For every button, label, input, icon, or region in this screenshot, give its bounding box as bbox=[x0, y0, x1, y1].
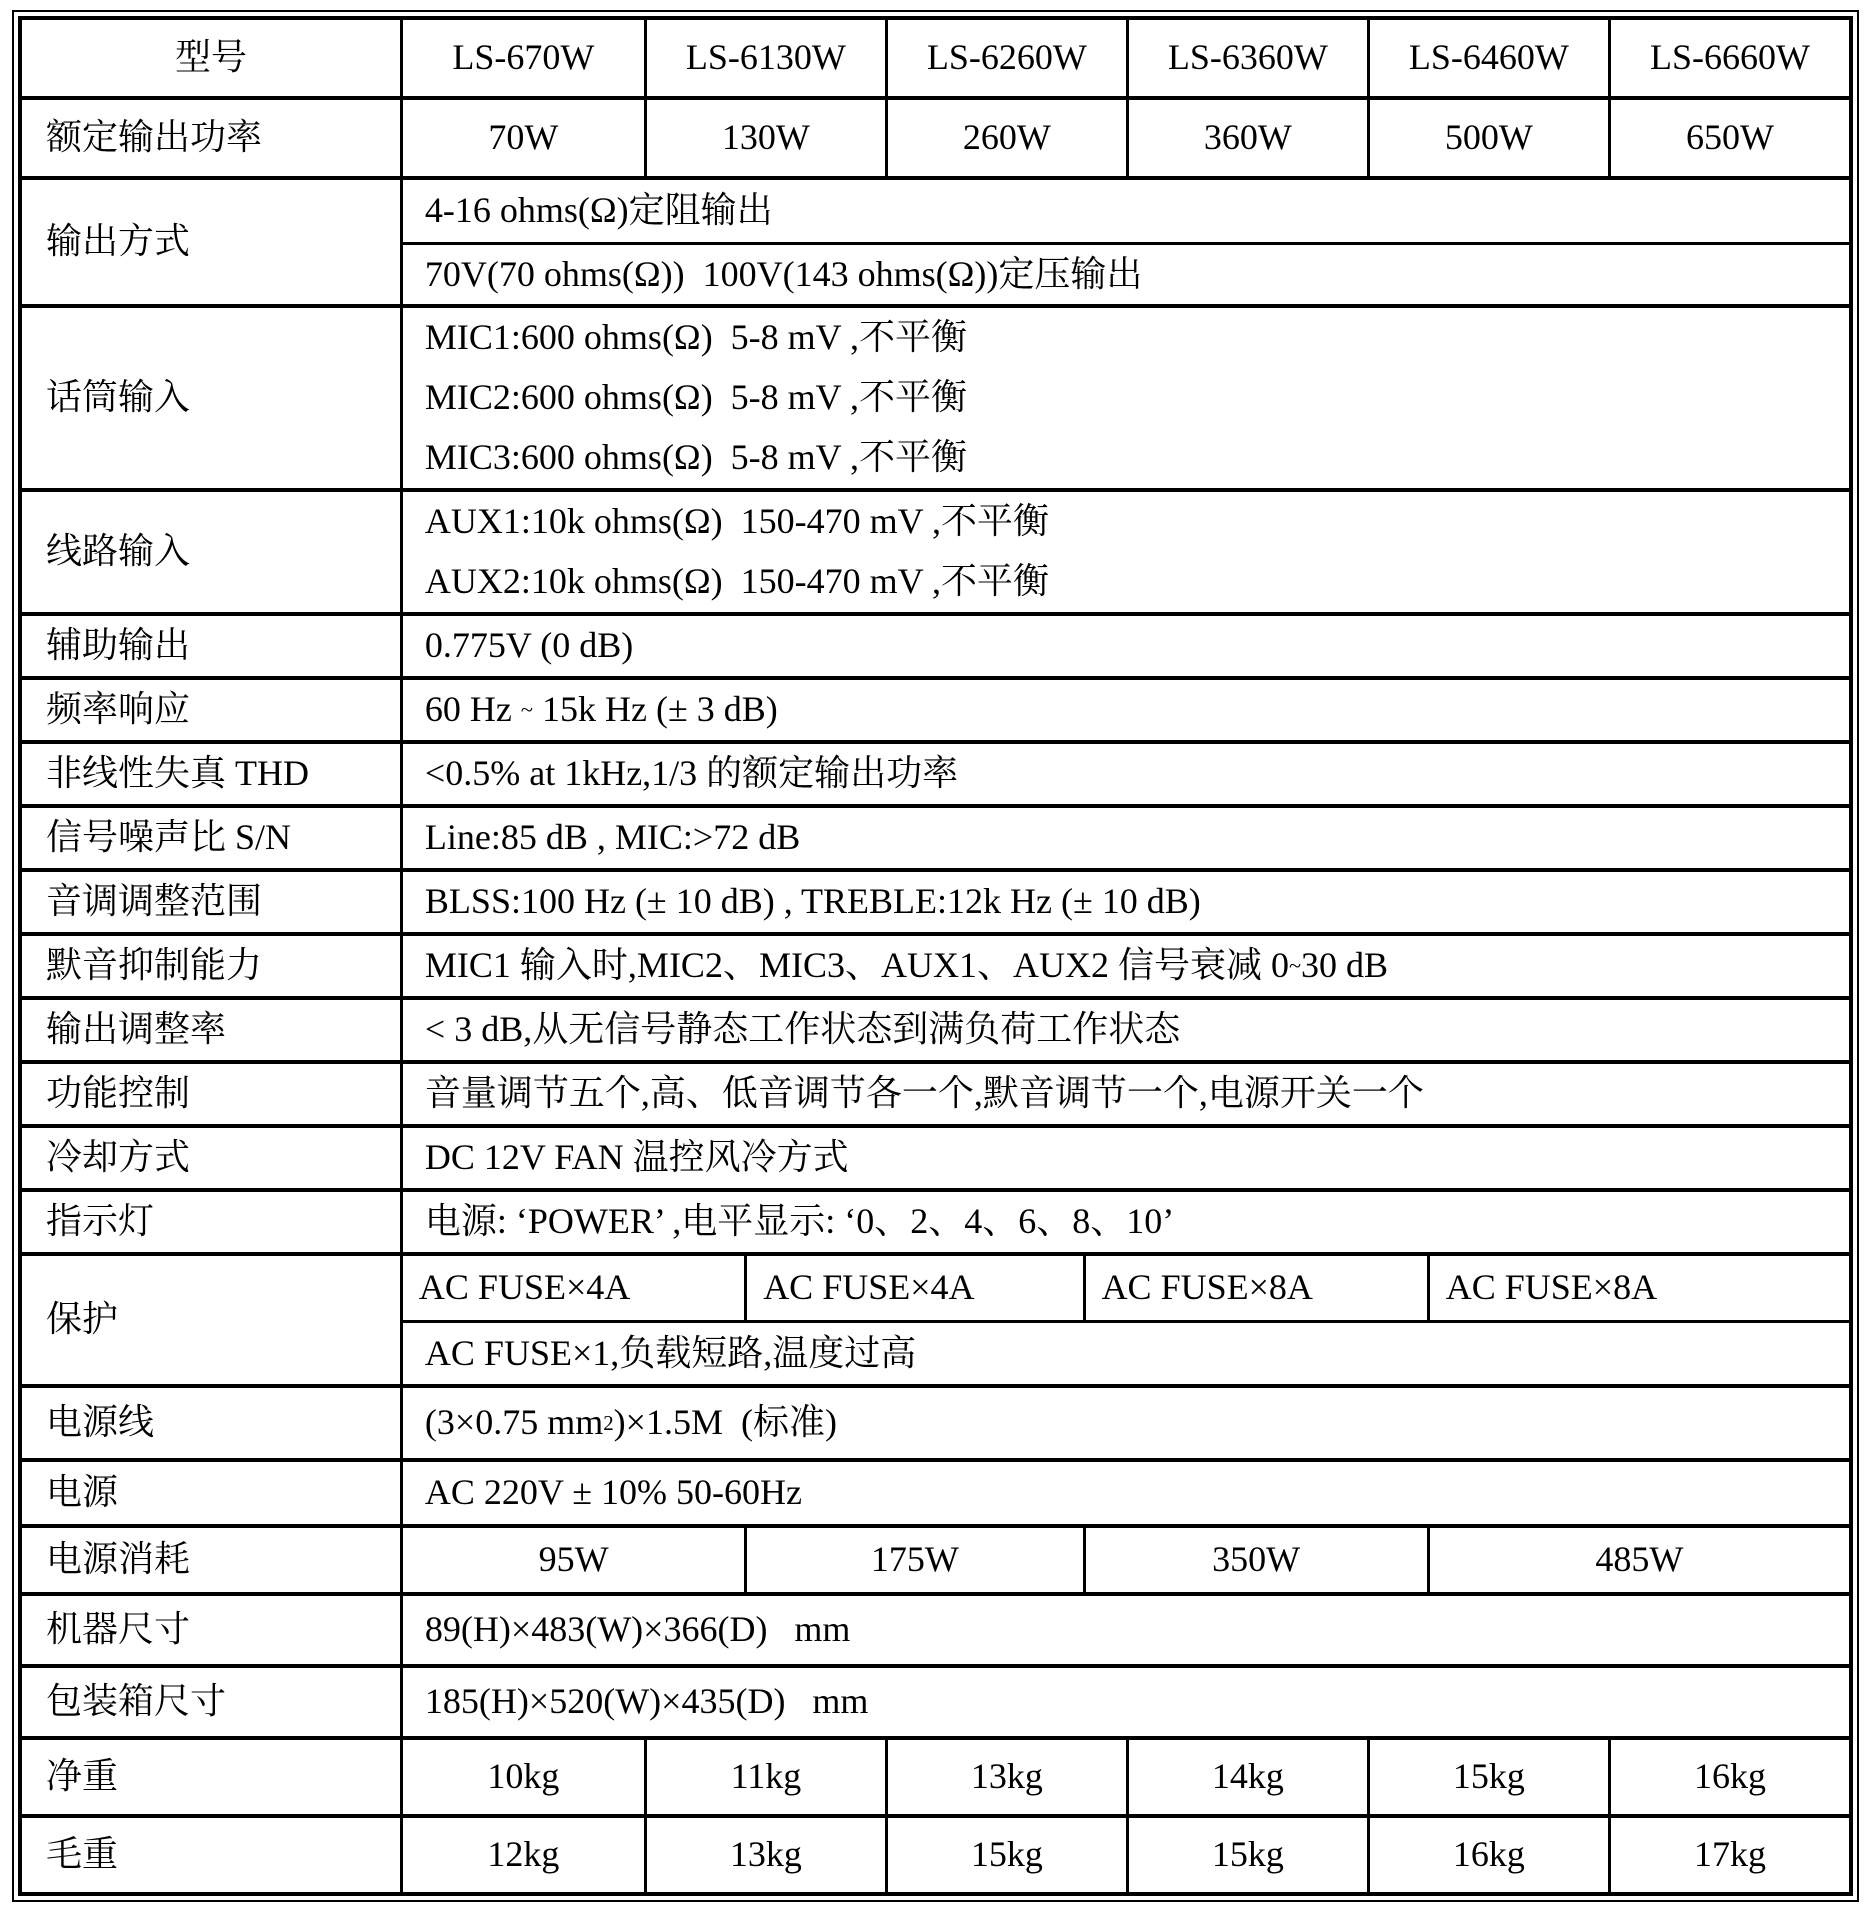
spec-sheet-frame bbox=[12, 10, 1859, 1902]
table-row-aux-output bbox=[22, 612, 1849, 676]
row-content-mute-suppression bbox=[403, 936, 1849, 996]
power-consumption-cell: 350W bbox=[1083, 1528, 1427, 1592]
table-row-line-input bbox=[22, 488, 1849, 612]
row-content-output-regulation bbox=[403, 1000, 1849, 1060]
table-row-thd bbox=[22, 740, 1849, 804]
row-content-cooling bbox=[403, 1128, 1849, 1188]
row-content-power-supply bbox=[403, 1462, 1849, 1524]
snr-value: Line:85 dB , MIC:>72 dB bbox=[424, 817, 801, 858]
row-label-power-cord: 电源线 bbox=[22, 1388, 403, 1458]
spec-table bbox=[18, 16, 1853, 1896]
row-label-net-weight: 净重 bbox=[22, 1740, 403, 1814]
power-consumption-cell: 485W bbox=[1427, 1528, 1849, 1592]
rated-power-cell: 130W bbox=[644, 100, 885, 176]
cooling-value: DC 12V FAN 温控风冷方式 bbox=[424, 1137, 849, 1178]
power-cord-value: (3×0.75 mm 2 )×1.5M (标准) bbox=[424, 1402, 837, 1443]
row-label-output-regulation: 输出调整率 bbox=[22, 1000, 403, 1060]
table-row-mute-suppression bbox=[22, 932, 1849, 996]
text-part: 60 Hz bbox=[424, 689, 521, 730]
row-label-cooling: 冷却方式 bbox=[22, 1128, 403, 1188]
row-content-power-consumption bbox=[403, 1528, 1849, 1592]
row-label-protection: 保护 bbox=[22, 1256, 403, 1384]
row-label-gross-weight: 毛重 bbox=[22, 1818, 403, 1892]
row-content-snr bbox=[403, 808, 1849, 868]
table-row-net-weight bbox=[22, 1736, 1849, 1814]
gross-weight-cell: 13kg bbox=[644, 1818, 885, 1892]
row-label-output-mode: 输出方式 bbox=[22, 180, 403, 304]
mute-suppression-value: MIC1 输入时,MIC2、MIC3、AUX1、AUX2 信号衰减 0 ~ 30 dB bbox=[424, 945, 1389, 986]
row-label-aux-output: 辅助输出 bbox=[22, 616, 403, 676]
tone-range-value: BLSS:100 Hz (± 10 dB) , TREBLE:12k Hz (± 10 dB) bbox=[424, 881, 1201, 922]
row-label-frequency-response: 频率响应 bbox=[22, 680, 403, 740]
gross-weight-cell: 15kg bbox=[885, 1818, 1126, 1892]
table-row-rated-power bbox=[22, 96, 1849, 176]
table-row-mic-input bbox=[22, 304, 1849, 488]
function-controls-value: 音量调节五个,高、低音调节各一个,默音调节一个,电源开关一个 bbox=[424, 1073, 1424, 1114]
row-content-machine-size bbox=[403, 1596, 1849, 1664]
aux-output-value: 0.775V (0 dB) bbox=[424, 625, 634, 666]
row-content-mic-input bbox=[403, 308, 1849, 488]
table-row-function-controls bbox=[22, 1060, 1849, 1124]
row-label-tone-range: 音调调整范围 bbox=[22, 872, 403, 932]
table-row-gross-weight bbox=[22, 1814, 1849, 1892]
protection-line2: AC FUSE×1,负载短路,温度过高 bbox=[403, 1320, 1849, 1384]
table-row-power-consumption bbox=[22, 1524, 1849, 1592]
power-consumption-cell: 175W bbox=[744, 1528, 1082, 1592]
text-part: 30 dB bbox=[1301, 945, 1389, 986]
table-row-machine-size bbox=[22, 1592, 1849, 1664]
row-label-package-size: 包装箱尺寸 bbox=[22, 1668, 403, 1736]
net-weight-cell: 16kg bbox=[1608, 1740, 1849, 1814]
table-row-snr bbox=[22, 804, 1849, 868]
row-content-frequency-response bbox=[403, 680, 1849, 740]
net-weight-cell: 15kg bbox=[1367, 1740, 1608, 1814]
table-row-output-mode bbox=[22, 176, 1849, 304]
row-label-mute-suppression: 默音抑制能力 bbox=[22, 936, 403, 996]
gross-weight-cell: 12kg bbox=[487, 1834, 560, 1875]
table-row-frequency-response bbox=[22, 676, 1849, 740]
rated-power-cells bbox=[403, 100, 1849, 176]
model-cells bbox=[403, 20, 1849, 96]
rated-power-cell: 260W bbox=[885, 100, 1126, 176]
gross-weight-cells bbox=[403, 1818, 1849, 1892]
row-label-function-controls: 功能控制 bbox=[22, 1064, 403, 1124]
row-content-rated-power bbox=[403, 100, 1849, 176]
rated-power-cell: 360W bbox=[1126, 100, 1367, 176]
row-label-power-supply: 电源 bbox=[22, 1462, 403, 1524]
indicators-value: 电源: ‘POWER’ ,电平显示: ‘0、2、4、6、8、10’ bbox=[424, 1201, 1175, 1242]
text-part: )×1.5M (标准) bbox=[613, 1402, 837, 1443]
row-content-line-input bbox=[403, 492, 1849, 612]
table-row-output-regulation bbox=[22, 996, 1849, 1060]
protection-fuse-cell: AC FUSE×8A bbox=[1427, 1256, 1849, 1320]
table-row-package-size bbox=[22, 1664, 1849, 1736]
table-row-tone-range bbox=[22, 868, 1849, 932]
line-input-line: AUX1:10k ohms(Ω) 150-470 mV ,不平衡 bbox=[424, 501, 1049, 542]
mic-input-line: MIC3:600 ohms(Ω) 5-8 mV ,不平衡 bbox=[424, 437, 968, 478]
rated-power-cell: 70W bbox=[488, 117, 559, 158]
mic-input-line: MIC1:600 ohms(Ω) 5-8 mV ,不平衡 bbox=[424, 317, 968, 358]
frequency-response-value: 60 Hz ~ 15k Hz (± 3 dB) bbox=[424, 689, 778, 730]
output-mode-line: 70V(70 ohms(Ω)) 100V(143 ohms(Ω))定压输出 bbox=[403, 242, 1849, 304]
row-content-power-cord bbox=[403, 1388, 1849, 1458]
model-cell: LS-6460W bbox=[1367, 20, 1608, 96]
row-label-indicators: 指示灯 bbox=[22, 1192, 403, 1252]
row-content-indicators bbox=[403, 1192, 1849, 1252]
row-content-function-controls bbox=[403, 1064, 1849, 1124]
table-row-cooling bbox=[22, 1124, 1849, 1188]
gross-weight-cell: 17kg bbox=[1608, 1818, 1849, 1892]
row-label-line-input: 线路输入 bbox=[22, 492, 403, 612]
mic-input-line: MIC2:600 ohms(Ω) 5-8 mV ,不平衡 bbox=[424, 377, 968, 418]
rated-power-cell: 500W bbox=[1367, 100, 1608, 176]
row-content-net-weight bbox=[403, 1740, 1849, 1814]
row-content-thd bbox=[403, 744, 1849, 804]
net-weight-cell: 11kg bbox=[644, 1740, 885, 1814]
row-label-rated-power: 额定输出功率 bbox=[22, 100, 403, 176]
protection-fuse-cell: AC FUSE×4A bbox=[418, 1267, 631, 1308]
protection-fuse-cells bbox=[403, 1256, 1849, 1320]
table-row-power-supply bbox=[22, 1458, 1849, 1524]
row-label-mic-input: 话筒输入 bbox=[22, 308, 403, 488]
model-cell: LS-6660W bbox=[1608, 20, 1849, 96]
row-content-output-mode bbox=[403, 180, 1849, 304]
row-label-model: 型号 bbox=[22, 20, 403, 96]
table-row-indicators bbox=[22, 1188, 1849, 1252]
row-label-snr: 信号噪声比 S/N bbox=[22, 808, 403, 868]
output-mode-line: 4-16 ohms(Ω)定阻输出 bbox=[424, 190, 773, 231]
text-part: MIC1 输入时,MIC2、MIC3、AUX1、AUX2 信号衰减 0 bbox=[424, 945, 1289, 986]
package-size-value: 185(H)×520(W)×435(D) mm bbox=[424, 1681, 869, 1722]
net-weight-cells bbox=[403, 1740, 1849, 1814]
text-part: (3×0.75 mm bbox=[424, 1402, 604, 1443]
protection-fuse-cell: AC FUSE×4A bbox=[744, 1256, 1082, 1320]
row-content-tone-range bbox=[403, 872, 1849, 932]
model-cell: LS-6260W bbox=[885, 20, 1126, 96]
model-cell: LS-6360W bbox=[1126, 20, 1367, 96]
net-weight-cell: 10kg bbox=[487, 1756, 560, 1797]
row-content-gross-weight bbox=[403, 1818, 1849, 1892]
gross-weight-cell: 16kg bbox=[1367, 1818, 1608, 1892]
row-content-package-size bbox=[403, 1668, 1849, 1736]
table-row-protection bbox=[22, 1252, 1849, 1384]
power-consumption-cell: 95W bbox=[538, 1539, 609, 1580]
net-weight-cell: 13kg bbox=[885, 1740, 1126, 1814]
rated-power-cell: 650W bbox=[1608, 100, 1849, 176]
row-content-protection bbox=[403, 1256, 1849, 1384]
power-consumption-cells bbox=[403, 1528, 1849, 1592]
power-supply-value: AC 220V ± 10% 50-60Hz bbox=[424, 1472, 802, 1513]
output-regulation-value: < 3 dB,从无信号静态工作状态到满负荷工作状态 bbox=[424, 1009, 1181, 1050]
thd-value: <0.5% at 1kHz,1/3 的额定输出功率 bbox=[424, 753, 959, 794]
protection-fuse-cell: AC FUSE×8A bbox=[1083, 1256, 1427, 1320]
row-label-machine-size: 机器尺寸 bbox=[22, 1596, 403, 1664]
line-input-line: AUX2:10k ohms(Ω) 150-470 mV ,不平衡 bbox=[424, 561, 1049, 602]
text-part: 15k Hz (± 3 dB) bbox=[532, 689, 778, 730]
row-label-power-consumption: 电源消耗 bbox=[22, 1528, 403, 1592]
row-content-aux-output bbox=[403, 616, 1849, 676]
table-row-model bbox=[22, 20, 1849, 96]
row-label-thd: 非线性失真 THD bbox=[22, 744, 403, 804]
model-cell: LS-6130W bbox=[644, 20, 885, 96]
table-row-power-cord bbox=[22, 1384, 1849, 1458]
gross-weight-cell: 15kg bbox=[1126, 1818, 1367, 1892]
net-weight-cell: 14kg bbox=[1126, 1740, 1367, 1814]
machine-size-value: 89(H)×483(W)×366(D) mm bbox=[424, 1609, 851, 1650]
model-cell: LS-670W bbox=[452, 37, 595, 78]
row-content-model bbox=[403, 20, 1849, 96]
